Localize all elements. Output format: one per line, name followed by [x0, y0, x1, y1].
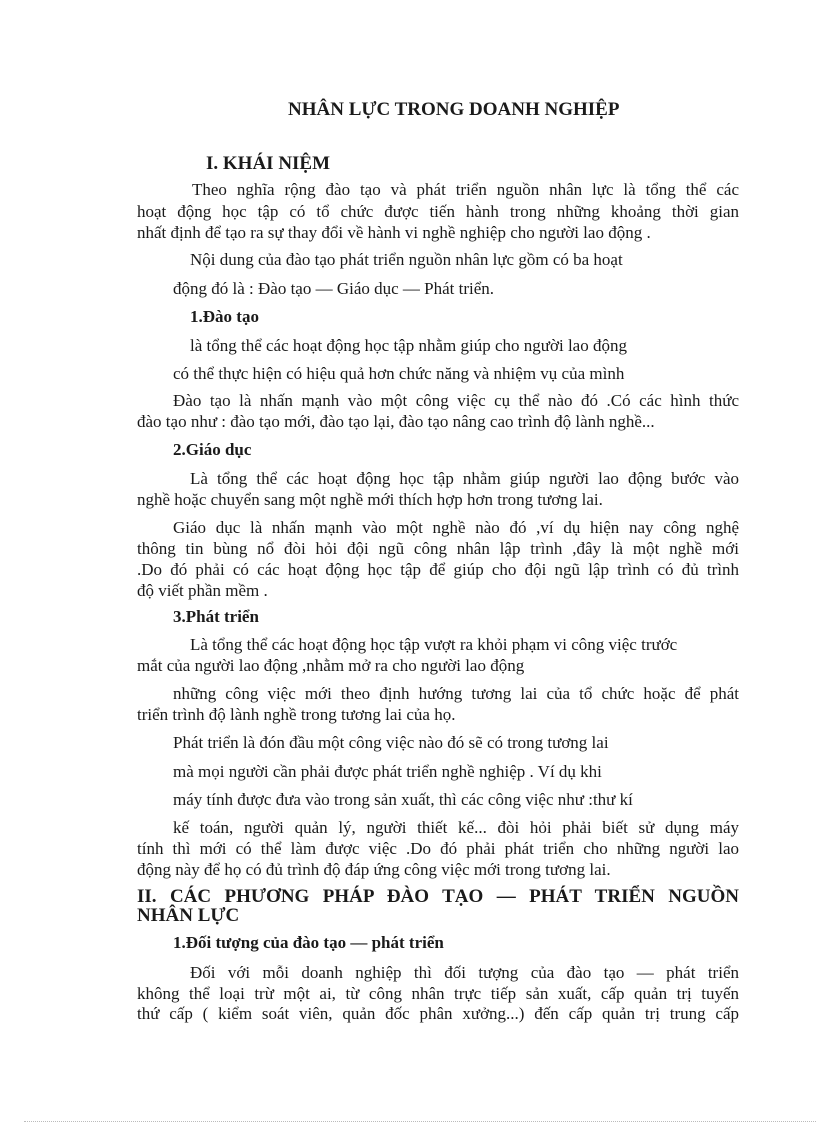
paragraph-line: độ viết phần mềm . — [137, 581, 268, 600]
paragraph-line: Đối với mỗi doanh nghiệp thì đối tượng của đào tạo — phát triển — [190, 963, 739, 982]
section-heading-khai-niem: I. KHÁI NIỆM — [206, 153, 331, 174]
subheading-dao-tao: 1.Đào tạo — [190, 307, 259, 326]
page-bottom-rule — [24, 1121, 816, 1122]
subheading-giao-duc: 2.Giáo dục — [173, 440, 252, 459]
paragraph-line: thông tin bùng nổ đòi hỏi đội ngũ công nhân lập trình ,đây là một nghề mới — [137, 539, 739, 558]
paragraph-line: Nội dung của đào tạo phát triển nguồn nhân lực gồm có ba hoạt — [190, 250, 623, 269]
paragraph-line: .Do đó phải có các hoạt động học tập để giúp cho đội ngũ lập trình có đủ trình — [137, 560, 739, 579]
paragraph-line: nghề hoặc chuyển sang một nghề mới thích hợp hơn trong tương lai. — [137, 490, 603, 509]
paragraph-line: triển trình độ lành nghề trong tương lai của họ. — [137, 705, 456, 724]
paragraph-line: tính thì mới có thể làm được việc .Do đó phải phát triển cho những người lao — [137, 839, 739, 858]
paragraph-line: kế toán, người quản lý, người thiết kế... đòi hỏi phải biết sử dụng máy — [173, 818, 739, 837]
paragraph-line: Theo nghĩa rộng đào tạo và phát triển nguồn nhân lực là tổng thể các — [192, 180, 739, 199]
page-title: NHÂN LỰC TRONG DOANH NGHIỆP — [288, 99, 620, 120]
section-heading-phuong-phap-cont: NHÂN LỰC — [137, 905, 240, 926]
subheading-phat-trien: 3.Phát triển — [173, 607, 259, 626]
paragraph-line: Đào tạo là nhấn mạnh vào một công việc cụ thể nào đó .Có các hình thức — [173, 391, 739, 410]
paragraph-line: đào tạo như : đào tạo mới, đào tạo lại, đào tạo nâng cao trình độ lành nghề... — [137, 412, 655, 431]
paragraph-line: có thể thực hiện có hiệu quả hơn chức năng và nhiệm vụ của mình — [173, 364, 625, 383]
paragraph-line: Phát triển là đón đầu một công việc nào đó sẽ có trong tương lai — [173, 733, 609, 752]
paragraph-line: thứ cấp ( kiểm soát viên, quản đốc phân xưởng...) đến cấp quản trị trung cấp — [137, 1004, 739, 1023]
paragraph-line: động này để họ có đủ trình độ đáp ứng công việc mới trong tương lai. — [137, 860, 611, 879]
paragraph-line: không thể loại trừ một ai, từ công nhân trực tiếp sản xuất, cấp quản trị tuyến — [137, 984, 739, 1003]
paragraph-line: là tổng thể các hoạt động học tập nhằm giúp cho người lao động — [190, 336, 627, 355]
paragraph-line: máy tính được đưa vào trong sản xuất, thì các công việc như :thư kí — [173, 790, 633, 809]
paragraph-line: hoạt động học tập có tổ chức được tiến hành trong những khoảng thời gian — [137, 202, 739, 221]
paragraph-line: những công việc mới theo định hướng tương lai của tổ chức hoặc để phát — [173, 684, 739, 703]
paragraph-line: nhất định để tạo ra sự thay đổi về hành vi nghề nghiệp cho người lao động . — [137, 223, 651, 242]
paragraph-line: mắt của người lao động ,nhằm mở ra cho người lao động — [137, 656, 525, 675]
paragraph-line: Giáo dục là nhấn mạnh vào một nghề nào đó ,ví dụ hiện nay công nghệ — [173, 518, 739, 537]
paragraph-line: Là tổng thể các hoạt động học tập vượt ra khỏi phạm vi công việc trước — [190, 635, 678, 654]
paragraph-line: động đó là : Đào tạo — Giáo dục — Phát triển. — [173, 279, 495, 298]
section-heading-phuong-phap: II. CÁC PHƯƠNG PHÁP ĐÀO TẠO — PHÁT TRIỂN NGUỒN — [137, 886, 739, 907]
subheading-doi-tuong: 1.Đối tượng của đào tạo — phát triển — [173, 933, 444, 952]
paragraph-line: Là tổng thể các hoạt động học tập nhằm giúp người lao động bước vào — [190, 469, 739, 488]
paragraph-line: mà mọi người cần phải được phát triển nghề nghiệp . Ví dụ khi — [173, 762, 602, 781]
